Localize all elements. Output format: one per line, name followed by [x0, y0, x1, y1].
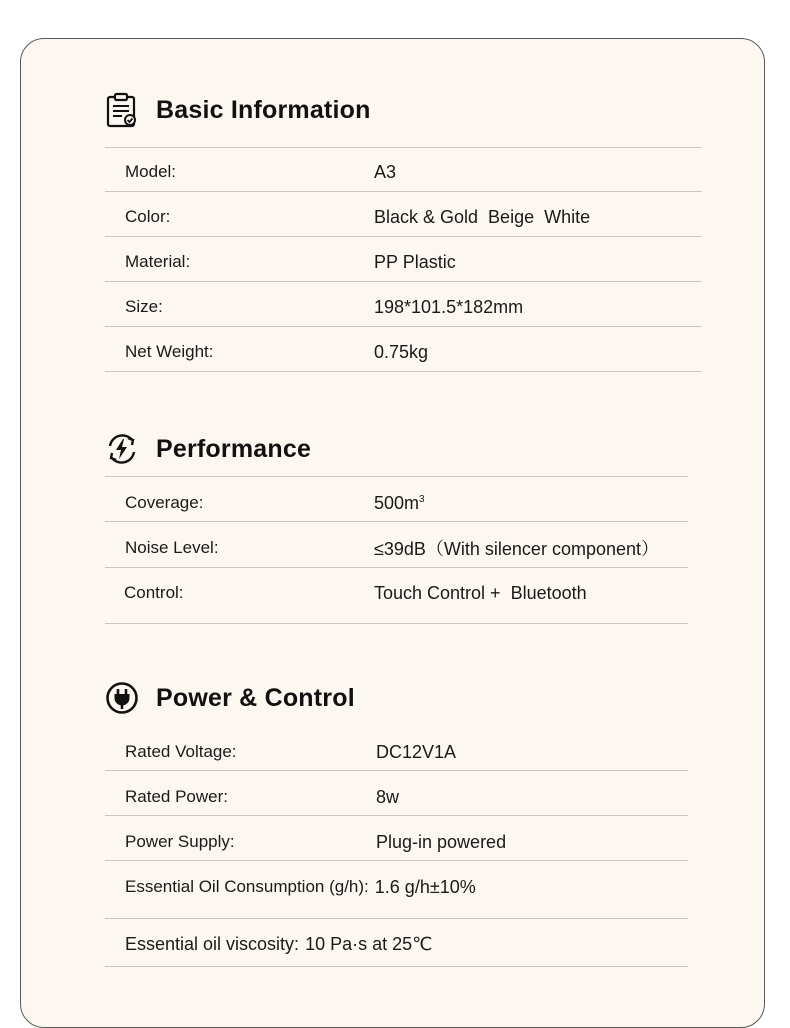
divider: [105, 476, 688, 477]
spec-row-coverage: [125, 481, 425, 525]
spec-value: 8w: [376, 786, 400, 807]
spec-label: Power Supply:: [125, 832, 235, 851]
spec-row-control: [124, 571, 587, 615]
divider: [105, 623, 688, 624]
divider: [105, 966, 688, 967]
spec-row-material: [125, 240, 456, 284]
spec-label: Noise Level:: [125, 538, 219, 557]
divider: [105, 326, 702, 327]
spec-value: DC12V1A: [376, 741, 457, 762]
section-header-performance: [104, 429, 311, 469]
spec-label: Essential oil viscosity:: [125, 933, 300, 954]
spec-value: A3: [374, 161, 397, 182]
coverage-superscript: 3: [419, 493, 425, 505]
spec-label: Coverage:: [125, 493, 204, 512]
section-header-power-control: [104, 678, 355, 718]
section-title: Performance: [156, 434, 312, 463]
divider: [105, 521, 688, 522]
spec-row-oil-consumption: [125, 865, 476, 909]
spec-value: 0.75kg: [374, 341, 429, 362]
spec-value: 1.6 g/h±10%: [374, 876, 476, 897]
divider: [105, 236, 702, 237]
divider: [105, 918, 688, 919]
spec-label: Rated Power:: [125, 787, 228, 806]
spec-label: Color:: [125, 207, 171, 226]
divider: [105, 147, 702, 148]
divider: [105, 371, 702, 372]
coverage-number: 500m: [374, 492, 420, 513]
spec-label: Material:: [125, 252, 191, 271]
spec-label: Size:: [125, 297, 163, 316]
spec-label: Rated Voltage:: [125, 742, 237, 761]
spec-row-rated-voltage: [125, 730, 456, 774]
section-title: Basic Information: [156, 95, 371, 124]
clipboard-check-icon: [104, 92, 140, 128]
spec-value: 198*101.5*182mm: [374, 296, 524, 317]
spec-value: ≤39dB（With silencer component）: [374, 539, 660, 559]
spec-row-model: [125, 150, 396, 194]
spec-row-noise-level: [125, 526, 659, 570]
section-header-basic-information: [104, 90, 371, 130]
lightning-cycle-icon: [104, 431, 140, 467]
spec-value: Plug-in powered: [376, 831, 507, 852]
spec-value: PP Plastic: [374, 251, 456, 272]
spec-value: [374, 493, 425, 514]
divider: [105, 815, 688, 816]
spec-label: Model:: [125, 162, 177, 181]
plug-icon: [104, 680, 140, 716]
divider: [105, 191, 702, 192]
spec-row-color: [125, 195, 590, 239]
spec-label: Control:: [124, 583, 184, 602]
spec-value: 10 Pa·s at 25℃: [305, 933, 433, 954]
divider: [105, 281, 702, 282]
divider: [105, 860, 688, 861]
spec-row-power-supply: [125, 820, 506, 864]
divider: [105, 770, 688, 771]
spec-value: Black & Gold Beige White: [374, 206, 591, 227]
spec-row-net-weight: [125, 330, 428, 374]
spec-row-oil-viscosity: [125, 922, 432, 966]
spec-value: Touch Control + Bluetooth: [374, 582, 587, 603]
spec-row-size: [125, 285, 523, 329]
section-title: Power & Control: [156, 683, 355, 712]
spec-row-rated-power: [125, 775, 399, 819]
divider: [105, 567, 688, 568]
spec-label: Essential Oil Consumption (g/h):: [125, 877, 369, 896]
spec-label: Net Weight:: [125, 342, 214, 361]
